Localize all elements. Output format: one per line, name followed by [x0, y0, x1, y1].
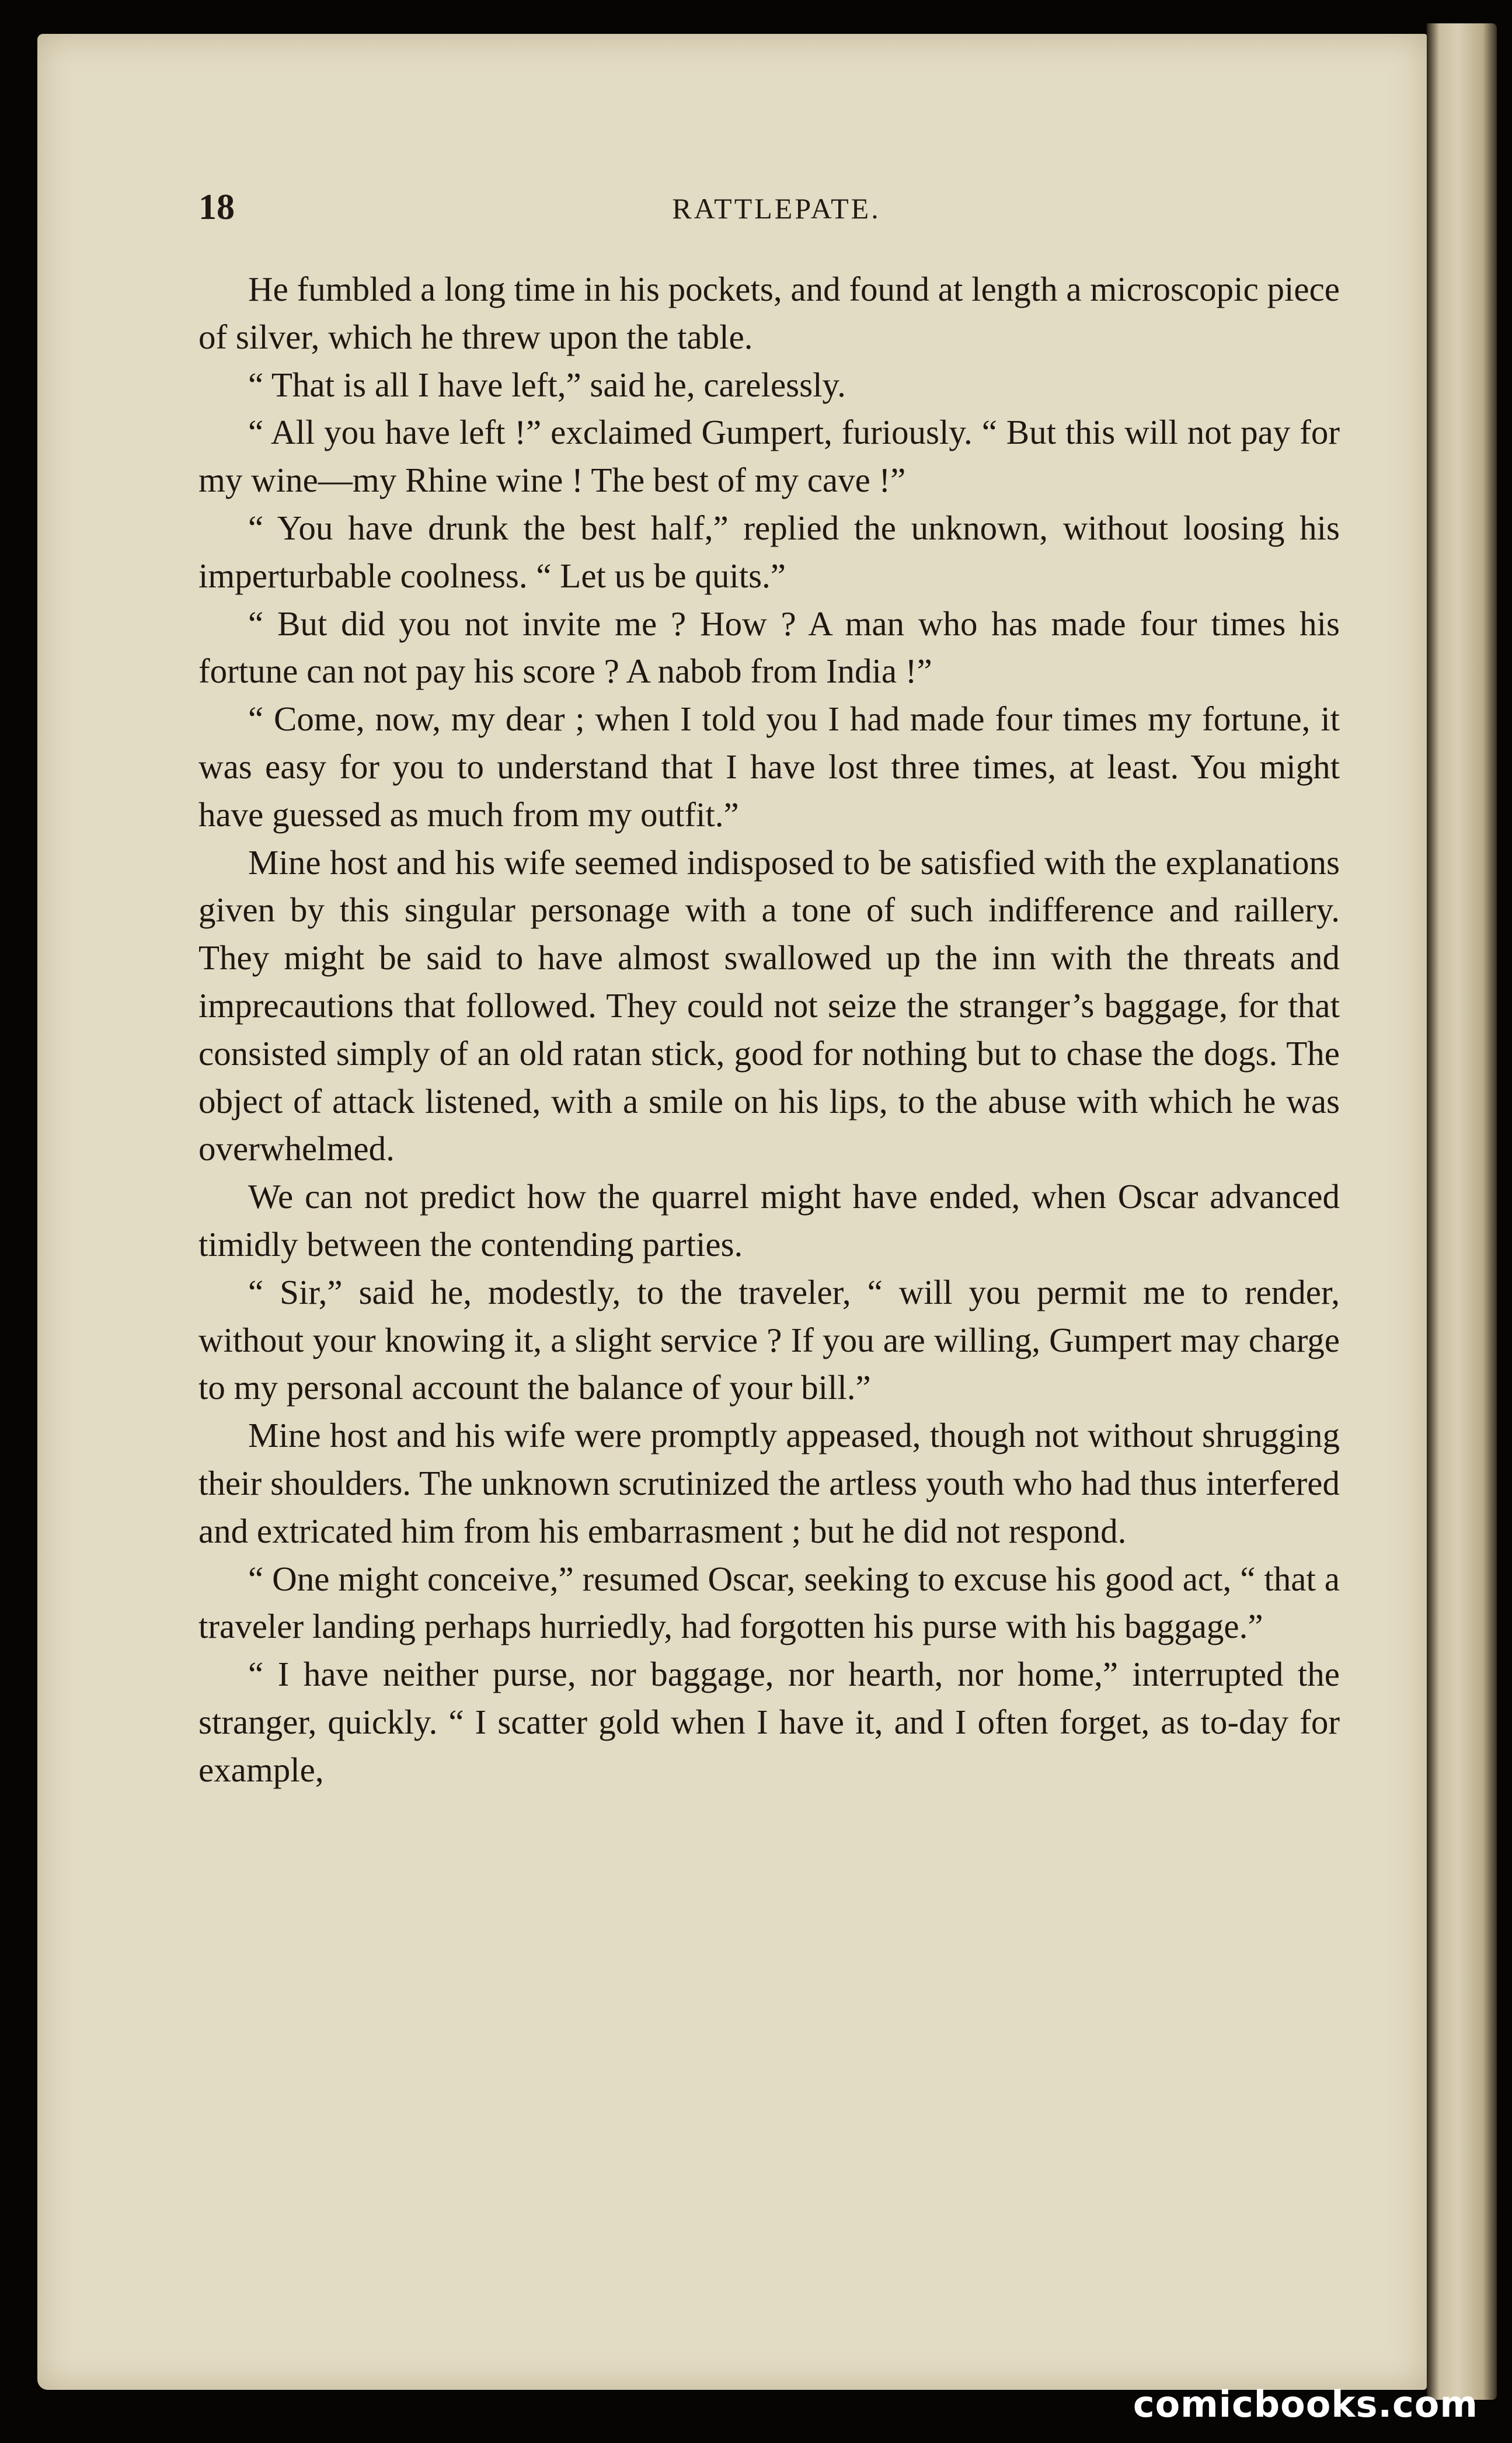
paragraph: “ Sir,” said he, modestly, to the traveler, “ will you permit me to render, without your knowing it, a slight service ? If you are willing, Gumpert may charge to my personal account the balance of your bill.”	[198, 1272, 1340, 1407]
paragraph: “ One might conceive,” resumed Oscar, seeking to excuse his good act, “ that a traveler landing perhaps hurriedly, had forgotten his purse with his baggage.”	[198, 1559, 1340, 1646]
paragraph: Mine host and his wife were promptly appeased, though not without shrugging their shoulders. The unknown scrutinized the artless youth who had thus interfered and extricated him from his embarrasment ; but he did not respond.	[198, 1416, 1340, 1550]
watermark: comicbooks.com	[1133, 2383, 1478, 2425]
paragraph: “ All you have left !” exclaimed Gumpert, furiously. “ But this will not pay for my wine—my Rhine wine ! The best of my cave !”	[198, 413, 1340, 500]
body-text	[198, 266, 1340, 1794]
paragraph: “ Come, now, my dear ; when I told you I had made four times my fortune, it was easy for you to understand that I have lost three times, at least. You might have guessed as much from my outfit.”	[198, 700, 1340, 834]
running-head	[198, 187, 1354, 239]
paragraph: Mine host and his wife seemed indisposed to be satisfied with the explanations given by this singular personage with a tone of such indifference and raillery. They might be said to have almost swallowed up the inn with the threats and imprecautions that followed. They could not seize the stranger’s baggage, for that consisted simply of an old ratan stick, good for nothing but to chase the dogs. The object of attack listened, with a smile on his lips, to the abuse with which he was overwhelmed.	[198, 843, 1340, 1168]
page-edge	[1427, 23, 1497, 2400]
paragraph: “ You have drunk the best half,” replied the unknown, without loosing his imperturbable coolness. “ Let us be quits.”	[198, 508, 1340, 595]
page-number: 18	[198, 187, 235, 227]
running-title: RATTLEPATE.	[672, 192, 881, 225]
paragraph: “ But did you not invite me ? How ? A man who has made four times his fortune can not pay his score ? A nabob from India !”	[198, 604, 1340, 691]
paragraph: We can not predict how the quarrel might have ended, when Oscar advanced timidly between the contending parties.	[198, 1177, 1340, 1264]
paragraph: “ I have neither purse, nor baggage, nor hearth, nor home,” interrupted the stranger, quickly. “ I scatter gold when I have it, and I often forget, as to-day for example,	[198, 1655, 1340, 1789]
paragraph: “ That is all I have left,” said he, carelessly.	[248, 365, 846, 404]
paragraph: He fumbled a long time in his pockets, and found at length a microscopic piece of silver, which he threw upon the table.	[198, 270, 1340, 356]
